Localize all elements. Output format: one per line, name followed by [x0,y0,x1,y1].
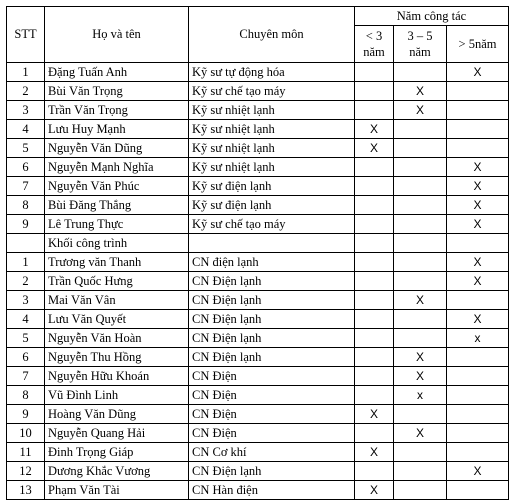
row-lt3-mark [355,82,394,101]
row-gt5-mark: X [447,177,509,196]
row-name: Nguyễn Hữu Khoán [45,367,189,386]
row-specialty: Kỹ sư chế tạo máy [189,82,355,101]
row-lt3-mark [355,158,394,177]
row-3to5-mark [394,196,447,215]
row-stt: 8 [7,386,45,405]
row-gt5-mark [447,348,509,367]
row-specialty: CN Điện lạnh [189,272,355,291]
row-3to5-mark [394,215,447,234]
row-stt: 6 [7,158,45,177]
row-name: Nguyễn Quang Hải [45,424,189,443]
row-gt5-mark: X [447,215,509,234]
staff-table-container [6,6,509,500]
table-body-group1 [7,63,509,234]
row-name: Dương Khắc Vương [45,462,189,481]
row-gt5-mark: X [447,158,509,177]
table-row [7,291,509,310]
row-specialty: CN Điện [189,405,355,424]
row-specialty: CN Điện lạnh [189,291,355,310]
row-specialty: Kỹ sư nhiệt lạnh [189,101,355,120]
row-3to5-mark [394,120,447,139]
row-name: Trần Quốc Hưng [45,272,189,291]
row-gt5-mark [447,291,509,310]
row-specialty: Kỹ sư nhiệt lạnh [189,139,355,158]
table-row [7,253,509,272]
row-lt3-mark [355,177,394,196]
row-stt: 1 [7,253,45,272]
row-gt5-mark: X [447,462,509,481]
row-lt3-mark: X [355,120,394,139]
row-specialty: Kỹ sư nhiệt lạnh [189,158,355,177]
row-specialty: Kỹ sư điện lạnh [189,177,355,196]
table-header [7,7,509,63]
row-name: Nguyễn Thu Hồng [45,348,189,367]
row-lt3-mark: X [355,443,394,462]
row-stt: 7 [7,177,45,196]
table-row [7,139,509,158]
section-stt-cell [7,234,45,253]
table-row [7,329,509,348]
row-3to5-mark [394,443,447,462]
row-gt5-mark [447,481,509,500]
row-lt3-mark [355,462,394,481]
row-3to5-mark [394,139,447,158]
row-gt5-mark: X [447,253,509,272]
header-lt3-line1: < 3 [365,29,383,43]
header-lt3 [355,26,394,63]
row-3to5-mark [394,63,447,82]
row-stt: 10 [7,424,45,443]
row-stt: 2 [7,82,45,101]
row-lt3-mark [355,329,394,348]
row-name: Lưu Văn Quyết [45,310,189,329]
row-specialty: Kỹ sư tự động hóa [189,63,355,82]
row-gt5-mark [447,443,509,462]
table-row [7,101,509,120]
header-stt: STT [7,7,45,63]
row-name: Mai Văn Vân [45,291,189,310]
row-lt3-mark [355,310,394,329]
row-specialty: Kỹ sư nhiệt lạnh [189,120,355,139]
table-row [7,367,509,386]
row-lt3-mark [355,367,394,386]
row-specialty: CN Điện [189,424,355,443]
row-lt3-mark: X [355,139,394,158]
table-row [7,386,509,405]
table-row [7,120,509,139]
row-lt3-mark [355,196,394,215]
row-name: Trương văn Thanh [45,253,189,272]
row-specialty: CN Điện [189,367,355,386]
row-name: Nguyễn Văn Hoàn [45,329,189,348]
row-specialty: CN Điện lạnh [189,310,355,329]
header-3to5-line2: năm [409,45,431,59]
row-stt: 4 [7,310,45,329]
row-name: Bùi Văn Trọng [45,82,189,101]
row-3to5-mark: X [394,82,447,101]
table-body-group2 [7,253,509,500]
section-spec-cell [189,234,355,253]
row-name: Trần Văn Trọng [45,101,189,120]
row-3to5-mark [394,329,447,348]
row-gt5-mark [447,367,509,386]
row-lt3-mark: X [355,481,394,500]
row-stt: 2 [7,272,45,291]
header-3to5-line1: 3 – 5 [407,29,433,43]
table-row [7,443,509,462]
row-lt3-mark [355,253,394,272]
row-name: Bùi Đăng Thắng [45,196,189,215]
row-name: Đặng Tuấn Anh [45,63,189,82]
row-3to5-mark [394,481,447,500]
row-lt3-mark [355,63,394,82]
row-stt: 5 [7,139,45,158]
row-name: Phạm Văn Tài [45,481,189,500]
row-lt3-mark: X [355,405,394,424]
header-3to5 [394,26,447,63]
table-row [7,405,509,424]
row-stt: 5 [7,329,45,348]
row-name: Hoàng Văn Dũng [45,405,189,424]
row-name: Nguyễn Văn Phúc [45,177,189,196]
row-lt3-mark [355,272,394,291]
table-row [7,215,509,234]
row-3to5-mark: X [394,424,447,443]
header-lt3-line2: năm [363,45,385,59]
row-specialty: CN Điện [189,386,355,405]
row-name: Lê Trung Thực [45,215,189,234]
row-specialty: Kỹ sư chế tạo máy [189,215,355,234]
row-gt5-mark: X [447,196,509,215]
row-3to5-mark [394,462,447,481]
row-stt: 7 [7,367,45,386]
row-name: Nguyễn Mạnh Nghĩa [45,158,189,177]
table-row [7,196,509,215]
row-stt: 9 [7,405,45,424]
row-name: Vũ Đình Linh [45,386,189,405]
row-gt5-mark [447,82,509,101]
row-stt: 13 [7,481,45,500]
row-stt: 9 [7,215,45,234]
header-gt5: > 5năm [447,26,509,63]
row-stt: 6 [7,348,45,367]
header-specialty: Chuyên môn [189,7,355,63]
table-row [7,462,509,481]
row-specialty: CN Điện lạnh [189,329,355,348]
row-gt5-mark [447,101,509,120]
row-gt5-mark [447,386,509,405]
row-3to5-mark [394,177,447,196]
row-specialty: CN Điện lạnh [189,462,355,481]
table-row [7,310,509,329]
row-name: Đinh Trọng Giáp [45,443,189,462]
row-3to5-mark: X [394,367,447,386]
section-lt3-cell [355,234,394,253]
row-stt: 3 [7,291,45,310]
row-3to5-mark: x [394,386,447,405]
row-stt: 1 [7,63,45,82]
row-stt: 12 [7,462,45,481]
row-lt3-mark [355,348,394,367]
row-3to5-mark [394,253,447,272]
row-specialty: CN Cơ khí [189,443,355,462]
row-lt3-mark [355,101,394,120]
row-gt5-mark: X [447,63,509,82]
section-gt5-cell [447,234,509,253]
row-name: Nguyễn Văn Dũng [45,139,189,158]
row-gt5-mark: X [447,272,509,291]
row-stt: 3 [7,101,45,120]
row-name: Lưu Huy Mạnh [45,120,189,139]
row-gt5-mark [447,120,509,139]
row-gt5-mark: X [447,310,509,329]
section-title: Khối công trình [45,234,189,253]
row-lt3-mark [355,424,394,443]
row-specialty: CN Điện lạnh [189,348,355,367]
row-gt5-mark [447,405,509,424]
row-stt: 4 [7,120,45,139]
header-years-group: Năm công tác [355,7,509,26]
row-3to5-mark: X [394,291,447,310]
row-gt5-mark [447,139,509,158]
table-row [7,177,509,196]
table-row [7,481,509,500]
row-lt3-mark [355,215,394,234]
row-gt5-mark [447,424,509,443]
row-specialty: Kỹ sư điện lạnh [189,196,355,215]
table-row [7,348,509,367]
table-row [7,272,509,291]
section-row [7,234,509,253]
table-row [7,158,509,177]
row-lt3-mark [355,386,394,405]
table-row [7,82,509,101]
row-gt5-mark: x [447,329,509,348]
table-row [7,424,509,443]
row-specialty: CN điện lạnh [189,253,355,272]
row-specialty: CN Hàn điện [189,481,355,500]
row-lt3-mark [355,291,394,310]
row-3to5-mark [394,310,447,329]
table-section [7,234,509,253]
header-name: Họ và tên [45,7,189,63]
row-stt: 8 [7,196,45,215]
row-3to5-mark: X [394,348,447,367]
row-stt: 11 [7,443,45,462]
row-3to5-mark [394,158,447,177]
row-3to5-mark: X [394,101,447,120]
row-3to5-mark [394,272,447,291]
staff-table [6,6,509,500]
row-3to5-mark [394,405,447,424]
table-row [7,63,509,82]
section-mid-cell [394,234,447,253]
